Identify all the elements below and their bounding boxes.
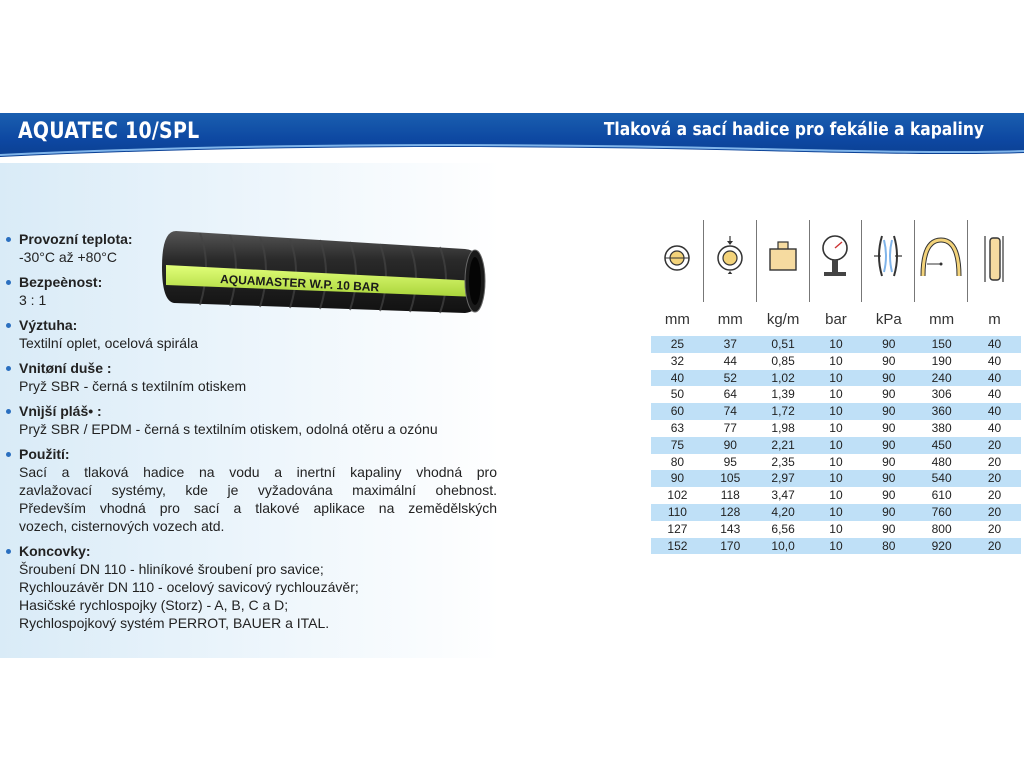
table-cell: 10	[829, 370, 843, 385]
table-row	[651, 386, 1021, 403]
table-cell: 90	[882, 353, 896, 368]
hose-print-text: AQUAMASTER W.P. 10 BAR	[219, 272, 380, 295]
table-cell: 150	[931, 337, 952, 351]
spec-value-line: Především vhodná pro sací a tlakové aplikace na zemědělských	[19, 500, 497, 516]
table-cell: 20	[987, 504, 1002, 519]
table-cell: 110	[667, 504, 687, 519]
table-cell: 3,47	[771, 488, 795, 503]
table-cell: 760	[931, 504, 952, 519]
spec-label: Provozní teplota:	[19, 231, 133, 247]
table-cell: 37	[723, 337, 737, 351]
spec-value-line: 3 : 1	[19, 292, 47, 308]
table-row	[651, 487, 1021, 504]
table-cell: 102	[667, 488, 688, 503]
table-cell: 40	[987, 337, 1002, 351]
table-cell: 64	[723, 387, 737, 402]
spec-value-line: vozech, cisternových vozech atd.	[19, 518, 225, 534]
table-cell: 1,98	[771, 420, 795, 435]
bullet-icon	[6, 549, 11, 554]
table-cell: 480	[931, 454, 952, 469]
table-cell: 127	[667, 521, 688, 536]
table-row	[651, 370, 1021, 387]
table-cell: 90	[882, 521, 896, 536]
table-row	[651, 437, 1021, 454]
table-cell: 80	[670, 454, 685, 469]
table-cell: 90	[670, 471, 685, 486]
table-cell: 540	[931, 471, 952, 486]
spec-value	[6, 248, 500, 266]
spec-heading	[6, 359, 500, 377]
table-cell: 20	[987, 488, 1002, 503]
spec-value-line: -30°C až +80°C	[19, 249, 117, 265]
table-row	[651, 353, 1021, 370]
banner-wave-decoration	[0, 143, 1024, 163]
table-cell: 143	[720, 521, 741, 536]
outer-diameter-icon	[704, 220, 757, 302]
table-cell: 0,85	[771, 353, 795, 368]
table-cell: 128	[720, 504, 741, 519]
specifications-list	[6, 230, 500, 639]
vacuum-icon	[862, 220, 915, 302]
spec-heading	[6, 542, 500, 560]
table-cell: 60	[670, 404, 685, 419]
table-cell: 90	[882, 437, 896, 452]
inner-diameter-icon	[651, 220, 704, 302]
table-cell: 90	[882, 337, 896, 351]
table-cell: 1,39	[771, 387, 795, 402]
spec-value	[6, 463, 497, 535]
unit-label: bar	[825, 310, 847, 328]
bullet-icon	[6, 409, 11, 414]
table-cell: 20	[987, 454, 1002, 469]
unit-label: kg/m	[766, 310, 800, 328]
table-cell: 170	[720, 538, 741, 553]
spec-heading	[6, 273, 500, 291]
spec-item	[6, 316, 500, 352]
table-cell: 20	[987, 437, 1002, 452]
table-cell: 74	[723, 404, 737, 419]
table-row	[651, 420, 1021, 437]
table-cell: 450	[931, 437, 952, 452]
table-row	[651, 470, 1021, 487]
spec-heading	[6, 316, 500, 334]
table-cell: 10,0	[771, 538, 795, 553]
table-cell: 10	[829, 538, 843, 553]
unit-label: mm	[717, 310, 743, 328]
table-cell: 306	[931, 387, 952, 402]
table-cell: 25	[670, 337, 685, 351]
table-cell: 90	[882, 387, 896, 402]
table-row	[651, 403, 1021, 420]
table-cell: 10	[829, 387, 843, 402]
table-cell: 10	[829, 337, 843, 351]
table-cell: 10	[829, 488, 843, 503]
spec-heading	[6, 445, 500, 463]
pressure-gauge-icon	[810, 220, 863, 302]
table-cell: 152	[667, 538, 688, 553]
table-cell: 75	[670, 437, 685, 452]
table-cell: 190	[931, 353, 952, 368]
length-icon	[968, 220, 1021, 302]
spec-item	[6, 542, 500, 632]
table-cell: 52	[723, 370, 737, 385]
table-icon-row	[651, 220, 1021, 302]
table-cell: 1,02	[771, 370, 795, 385]
product-subtitle: Tlaková a sací hadice pro fekálie a kapaliny	[603, 119, 984, 140]
table-cell: 10	[829, 404, 843, 419]
table-row	[651, 521, 1021, 538]
table-row	[651, 538, 1021, 555]
table-cell: 610	[931, 488, 952, 503]
table-cell: 90	[882, 504, 896, 519]
table-cell: 2,35	[771, 454, 795, 469]
table-cell: 80	[882, 538, 896, 553]
table-cell: 90	[882, 454, 896, 469]
spec-value	[6, 560, 500, 632]
table-cell: 90	[882, 488, 896, 503]
table-row	[651, 504, 1021, 521]
table-cell: 10	[829, 420, 843, 435]
spec-item	[6, 445, 500, 535]
spec-value-line: Rychlouzávěr DN 110 - ocelový savicový rychlouzávěr;	[19, 579, 359, 595]
spec-value	[6, 420, 500, 438]
table-cell: 50	[670, 387, 685, 402]
bullet-icon	[6, 280, 11, 285]
table-cell: 10	[829, 437, 843, 452]
dimension-table	[651, 220, 1021, 554]
table-cell: 10	[829, 471, 843, 486]
bend-radius-icon	[915, 220, 968, 302]
table-cell: 40	[987, 404, 1002, 419]
weight-icon	[757, 220, 810, 302]
spec-value	[6, 291, 500, 309]
spec-item	[6, 230, 500, 266]
table-cell: 0,51	[771, 337, 795, 351]
table-cell: 90	[882, 370, 896, 385]
spec-item	[6, 273, 500, 309]
table-cell: 10	[829, 504, 843, 519]
table-cell: 32	[670, 353, 685, 368]
spec-label: Vnìjší pláš• :	[19, 403, 102, 419]
table-cell: 6,56	[771, 521, 795, 536]
spec-heading	[6, 402, 500, 420]
table-cell: 360	[931, 404, 952, 419]
table-cell: 105	[720, 471, 741, 486]
unit-label: kPa	[875, 310, 902, 328]
table-cell: 90	[882, 420, 896, 435]
table-cell: 10	[829, 521, 843, 536]
spec-label: Bezpeènost:	[19, 274, 103, 290]
table-cell: 920	[931, 538, 952, 553]
bullet-icon	[6, 366, 11, 371]
table-cell: 2,21	[771, 437, 795, 452]
table-cell: 118	[720, 488, 740, 503]
table-cell: 40	[987, 420, 1002, 435]
spec-item	[6, 359, 500, 395]
header-banner	[0, 113, 1024, 163]
table-cell: 77	[723, 420, 737, 435]
table-cell: 40	[987, 353, 1002, 368]
table-cell: 380	[931, 420, 952, 435]
table-cell: 40	[670, 370, 685, 385]
spec-heading	[6, 230, 500, 248]
spec-label: Výztuha:	[19, 317, 78, 333]
table-cell: 20	[987, 471, 1002, 486]
table-cell: 1,72	[771, 404, 795, 419]
spec-value-line: Pryž SBR / EPDM - černá s textilním otiskem, odolná otěru a ozónu	[19, 421, 438, 437]
spec-value-line: Šroubení DN 110 - hliníkové šroubení pro savice;	[19, 561, 324, 577]
spec-label: Vnitøní duše :	[19, 360, 112, 376]
table-cell: 90	[882, 404, 896, 419]
spec-value-line: zavlažovací systémy, kde je vyžadována maximální ohebnost.	[19, 482, 497, 498]
table-cell: 90	[882, 471, 896, 486]
table-row	[651, 336, 1021, 353]
table-cell: 800	[931, 521, 952, 536]
table-cell: 63	[670, 420, 685, 435]
spec-item	[6, 402, 500, 438]
spec-value-line: Rychlospojkový systém PERROT, BAUER a ITAL.	[19, 615, 330, 631]
table-cell: 10	[829, 353, 843, 368]
table-cell: 20	[987, 521, 1002, 536]
table-cell: 95	[723, 454, 737, 469]
spec-value-line: Pryž SBR - černá s textilním otiskem	[19, 378, 247, 394]
table-row	[651, 454, 1021, 471]
spec-value-line: Sací a tlaková hadice na vodu a inertní kapaliny vhodná pro	[19, 464, 497, 480]
unit-label: m	[988, 310, 1001, 328]
bullet-icon	[6, 452, 11, 457]
spec-value	[6, 334, 500, 352]
spec-label: Koncovky:	[19, 543, 91, 559]
table-cell: 4,20	[771, 504, 795, 519]
table-cell: 2,97	[771, 471, 795, 486]
table-cell: 90	[723, 437, 737, 452]
spec-label: Použití:	[19, 446, 70, 462]
table-units-row	[651, 302, 1021, 336]
bullet-icon	[6, 237, 11, 242]
spec-value-line: Hasičské rychlospojky (Storz) - A, B, C a D;	[19, 597, 289, 613]
table-cell: 10	[829, 454, 843, 469]
spec-value	[6, 377, 500, 395]
unit-label: mm	[929, 310, 955, 328]
table-cell: 40	[987, 387, 1002, 402]
table-cell: 40	[987, 370, 1002, 385]
dimension-data-table	[651, 336, 1021, 554]
table-cell: 240	[931, 370, 952, 385]
table-cell: 44	[723, 353, 737, 368]
table-cell: 20	[987, 538, 1002, 553]
product-title: AQUATEC 10/SPL	[18, 119, 200, 144]
spec-value-line: Textilní oplet, ocelová spirála	[19, 335, 198, 351]
bullet-icon	[6, 323, 11, 328]
unit-label: mm	[664, 310, 690, 328]
